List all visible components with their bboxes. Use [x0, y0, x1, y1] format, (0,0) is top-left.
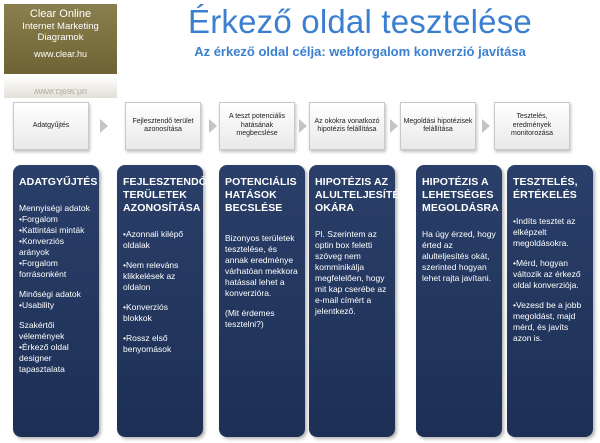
column-hipotezis-megoldas	[416, 165, 502, 437]
column-body	[315, 229, 389, 317]
process-step-2	[125, 102, 201, 150]
column-paragraph: •Azonnali kilépő oldalak	[123, 229, 184, 250]
column-heading: TESZTELÉS, ÉRTÉKELÉS	[513, 176, 578, 201]
column-body	[513, 216, 587, 344]
process-step-label: Tesztelés, eredmények monitorozása	[510, 113, 554, 138]
process-step-6	[494, 102, 570, 150]
column-heading: POTENCIÁLIS HATÁSOK BECSLÉSE	[225, 176, 297, 214]
column-body	[225, 233, 299, 330]
clear-online-logo	[4, 4, 117, 74]
process-step-1	[13, 102, 89, 150]
process-step-5	[400, 102, 476, 150]
process-step-4	[309, 102, 385, 150]
column-adatgyujtes	[13, 165, 99, 437]
column-paragraph: (Mit érdemes tesztelni?)	[225, 308, 275, 329]
flow-arrow	[209, 119, 217, 133]
flow-arrow	[482, 119, 490, 133]
logo-reflection	[4, 76, 117, 98]
logo-line-1: Clear Online	[29, 8, 92, 20]
process-step-label: Adatgyűjtés	[32, 121, 70, 129]
logo-url: www.clear.hu	[33, 49, 88, 59]
column-paragraph: Ha úgy érzed, hogy érted az alulteljesítés okát, szerinted hogyan lehet rajta javítani.	[422, 229, 496, 283]
process-step-3	[219, 102, 295, 150]
process-step-label: Fejlesztendő terület azonosítása	[132, 117, 194, 133]
column-paragraph: •Rossz első benyomások	[123, 333, 172, 354]
logo-line-2: Internet Marketing	[22, 21, 99, 32]
page-title: Érkező oldal tesztelése	[188, 3, 532, 40]
column-paragraph: •Nem releváns klikkelések az oldalon	[123, 260, 179, 292]
flow-arrow	[390, 119, 398, 133]
process-flow	[0, 102, 600, 152]
column-body	[19, 203, 93, 375]
column-heading: FEJLESZTENDŐ TERÜLETEK AZONOSÍTÁSA	[123, 176, 208, 214]
column-potencialis-hatasok	[219, 165, 305, 437]
flow-arrow	[100, 119, 108, 133]
column-hipotezis-alulteljesites	[309, 165, 407, 437]
column-paragraph: •Indíts tesztet az elképzelt megoldásokra.	[513, 216, 576, 248]
page-subtitle: Az érkező oldal célja: webforgalom konverzió javítása	[194, 44, 526, 59]
column-heading: HIPOTÉZIS A LEHETSÉGES MEGOLDÁSRA	[422, 176, 499, 214]
column-paragraph: Bizonyos területek tesztelése, és annak eredménye várhatóan mekkora hatással lehet a konverzióra.	[225, 233, 298, 298]
column-body	[422, 229, 496, 284]
column-paragraph: Pl. Szerintem az optin box feletti szöveg nem komminikálja megfelelően, hogy mit kap cserébe az e-mail címért a jelentkező.	[315, 229, 387, 316]
column-paragraph: •Mérd, hogyan változik az érkező oldal konverziója.	[513, 258, 581, 290]
process-step-label: Az okokra vonatkozó hipotézis felállítása	[314, 117, 380, 133]
process-step-label: Megoldási hipotézisek felállítása	[403, 117, 473, 133]
process-step-label: A teszt potenciális hatásának megbecslése	[228, 113, 286, 138]
column-teszteles-ertekeles	[507, 165, 593, 437]
flow-arrow	[299, 119, 307, 133]
column-paragraph: Mennyiségi adatok •Forgalom •Kattintási minták •Konverziós arányok •Forgalom forrásonként	[19, 203, 90, 279]
column-paragraph: •Vezesd be a jobb megoldást, majd mérd, és javíts azon is.	[513, 300, 582, 343]
column-paragraph: Szakértői vélemények •Érkező oldal designer tapasztalata	[19, 320, 69, 374]
column-fejlesztendo-teruletek	[117, 165, 208, 437]
column-heading: ADATGYŰJTÉS	[19, 176, 98, 188]
logo-line-3: Diagramok	[37, 32, 84, 43]
column-paragraph: Minőségi adatok •Usability	[19, 289, 81, 310]
column-heading: HIPOTÉZIS AZ ALULTELJESÍTÉS OKÁRA	[315, 176, 407, 214]
column-paragraph: •Konverziós blokkok	[123, 302, 169, 323]
column-body	[123, 229, 197, 355]
logo-reflection-url: www.clear.hu	[33, 87, 88, 97]
